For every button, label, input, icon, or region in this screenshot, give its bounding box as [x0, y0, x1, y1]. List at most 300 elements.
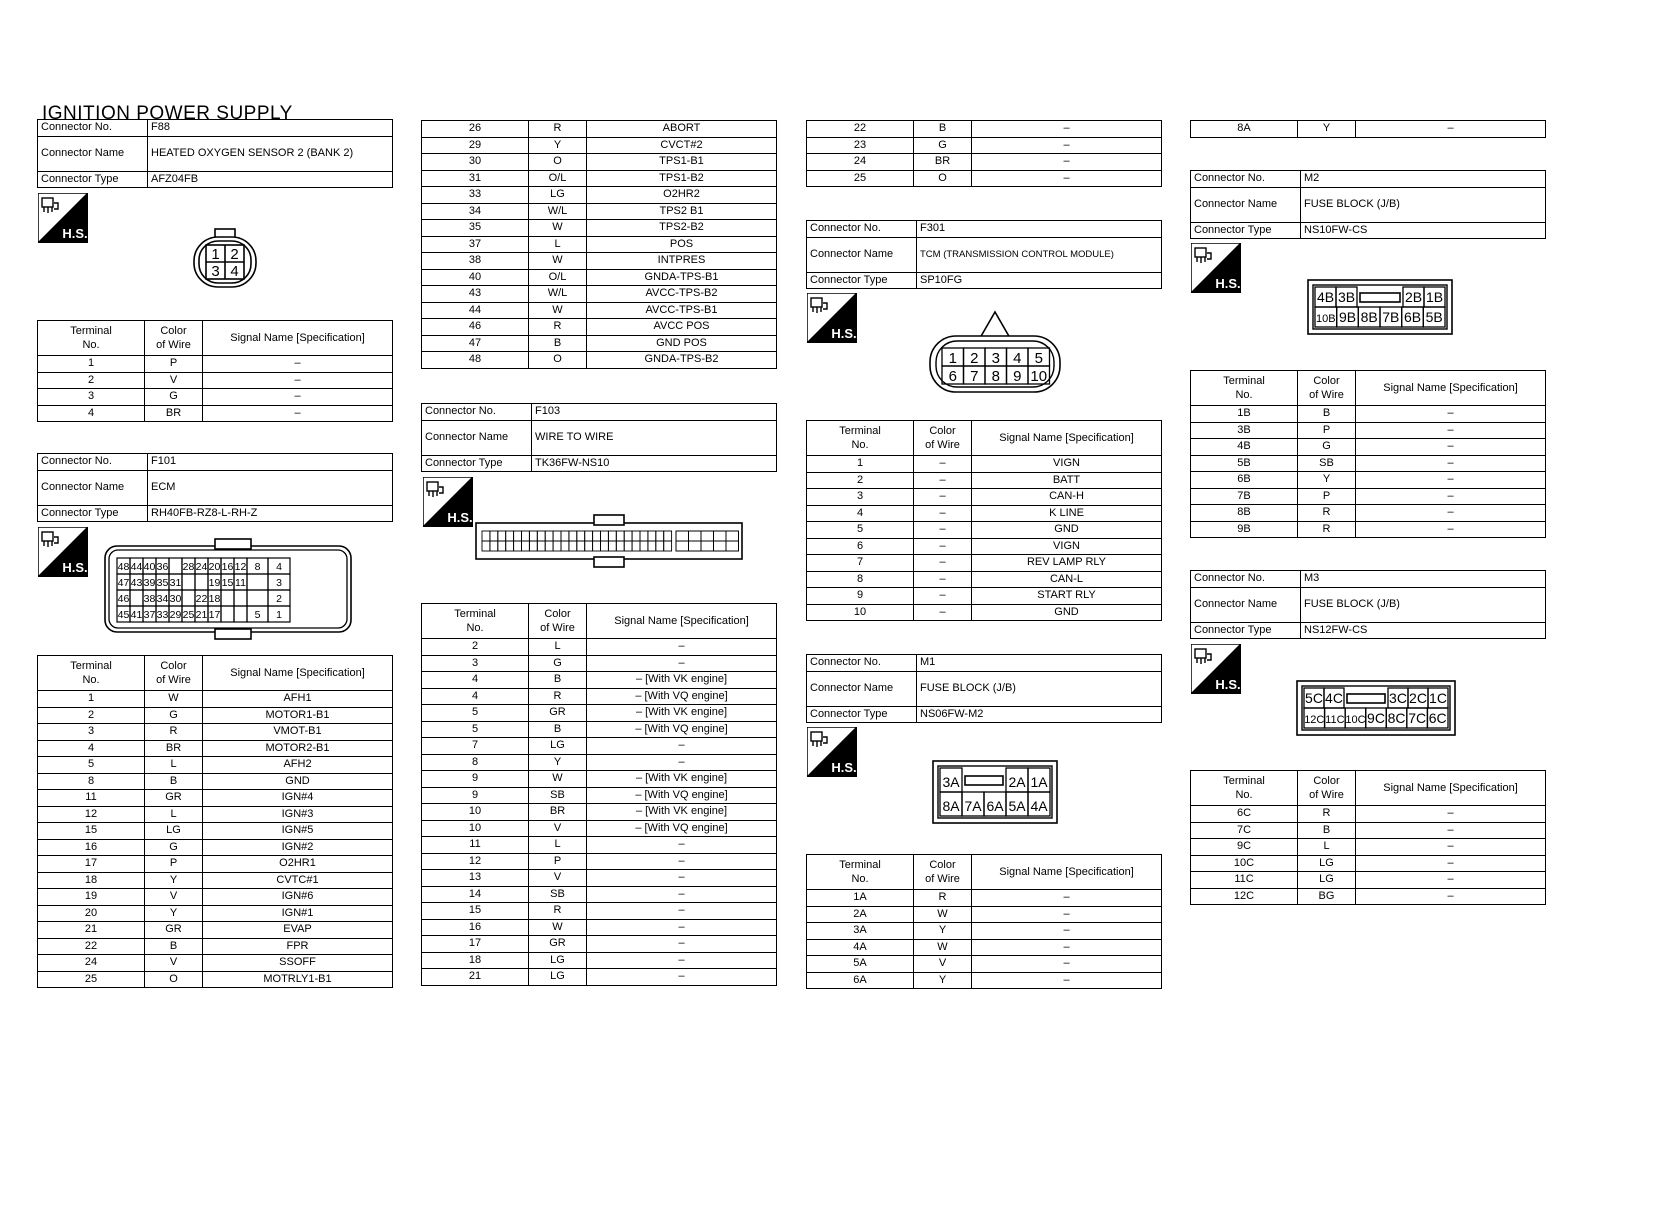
- table-row: [807, 137, 1162, 154]
- wire-color: BR: [529, 804, 587, 821]
- terminal-no: 29: [422, 137, 529, 154]
- wire-color: Y: [914, 923, 972, 940]
- f101-terminal-table: [37, 655, 393, 988]
- wire-color: GR: [529, 705, 587, 722]
- terminal-no: 16: [38, 839, 145, 856]
- terminal-no: 9: [422, 787, 529, 804]
- table-row: [807, 939, 1162, 956]
- signal-name: – [With VQ engine]: [587, 820, 777, 837]
- table-row: [807, 890, 1162, 907]
- wire-color: B: [145, 773, 203, 790]
- signal-name: GND POS: [587, 335, 777, 352]
- table-header: Terminal No. Color of Wire Signal Name [Specification]: [807, 421, 1162, 456]
- terminal-no: 16: [422, 919, 529, 936]
- wire-color: R: [914, 890, 972, 907]
- wire-color: SB: [529, 787, 587, 804]
- m2-no: M2: [1301, 171, 1546, 188]
- table-row: [422, 936, 777, 953]
- pin-label: 10B: [1316, 313, 1336, 325]
- wire-color: BR: [145, 405, 203, 422]
- table-row: [422, 137, 777, 154]
- wire-color: O: [529, 352, 587, 369]
- terminal-no: 6: [807, 538, 914, 555]
- terminal-no: 11C: [1191, 872, 1298, 889]
- signal-name: –: [1356, 505, 1546, 522]
- signal-name: AVCC POS: [587, 319, 777, 336]
- pin-label: 11C: [1325, 714, 1345, 726]
- terminal-no: 17: [422, 936, 529, 953]
- wire-color: P: [1298, 422, 1356, 439]
- table-header: Terminal No. Color of Wire Signal Name [Specification]: [422, 604, 777, 639]
- table-row: [422, 319, 777, 336]
- terminal-no: 14: [422, 886, 529, 903]
- signal-name: –: [587, 936, 777, 953]
- signal-name: GNDA-TPS-B1: [587, 269, 777, 286]
- m1-type: NS06FW-M2: [917, 706, 1162, 723]
- signal-name: – [With VQ engine]: [587, 787, 777, 804]
- signal-name: TPS2-B2: [587, 220, 777, 237]
- wire-color: LG: [529, 952, 587, 969]
- wire-color: SB: [1298, 455, 1356, 472]
- wire-color: W: [914, 939, 972, 956]
- table-row: [807, 505, 1162, 522]
- pin-label: 12: [234, 561, 247, 573]
- signal-name: GNDA-TPS-B2: [587, 352, 777, 369]
- terminal-no: 2: [38, 707, 145, 724]
- wire-color: V: [145, 889, 203, 906]
- signal-name: –: [1356, 455, 1546, 472]
- f103-cont-table: [806, 120, 1162, 187]
- terminal-no: 38: [422, 253, 529, 270]
- svg-text:H.S.: H.S.: [831, 326, 857, 341]
- pin-label: 1C: [1429, 690, 1447, 706]
- table-row: [807, 489, 1162, 506]
- signal-name: CVCT#2: [587, 137, 777, 154]
- wire-color: V: [145, 372, 203, 389]
- wire-color: G: [529, 655, 587, 672]
- wire-color: L: [145, 806, 203, 823]
- wire-color: –: [914, 555, 972, 572]
- terminal-no: 15: [38, 823, 145, 840]
- signal-name: – [With VK engine]: [587, 804, 777, 821]
- pin-label: 6: [948, 368, 957, 385]
- wire-color: W/L: [529, 203, 587, 220]
- table-row: [38, 724, 393, 741]
- table-row: [422, 705, 777, 722]
- signal-name: GND: [972, 604, 1162, 621]
- wire-color: R: [1298, 521, 1356, 538]
- table-header: Terminal No. Color of Wire Signal Name [Specification]: [1191, 371, 1546, 406]
- m3-no: M3: [1301, 571, 1546, 588]
- terminal-no: 4A: [807, 939, 914, 956]
- table-row: [422, 170, 777, 187]
- wire-color: B: [145, 938, 203, 955]
- table-header: Terminal No. Color of Wire Signal Name [Specification]: [38, 321, 393, 356]
- table-header: Terminal No. Color of Wire Signal Name [Specification]: [807, 855, 1162, 890]
- f88-name: HEATED OXYGEN SENSOR 2 (BANK 2): [148, 136, 393, 171]
- pin-label: 6C: [1428, 710, 1447, 726]
- terminal-no: 25: [807, 170, 914, 187]
- table-row: [422, 302, 777, 319]
- terminal-no: 4: [807, 505, 914, 522]
- table-row: [807, 472, 1162, 489]
- pin-label: 1: [276, 609, 282, 621]
- terminal-no: 7: [422, 738, 529, 755]
- signal-name: –: [1356, 806, 1546, 823]
- wire-color: O/L: [529, 170, 587, 187]
- terminal-no: 10: [807, 604, 914, 621]
- signal-name: O2HR1: [203, 856, 393, 873]
- table-row: [38, 389, 393, 406]
- wire-color: W: [529, 771, 587, 788]
- pin-label: 4B: [1316, 289, 1335, 305]
- pin-label: 2: [230, 246, 239, 263]
- table-row: [422, 787, 777, 804]
- pin-label: 9C: [1367, 710, 1385, 726]
- terminal-no: 5: [807, 522, 914, 539]
- pin-label: 5B: [1425, 309, 1443, 325]
- table-row: [807, 154, 1162, 171]
- harness-side-icon: [807, 727, 857, 777]
- f301-no: F301: [917, 221, 1162, 238]
- pin-label: 33: [156, 609, 169, 621]
- terminal-no: 12C: [1191, 888, 1298, 905]
- signal-name: –: [203, 356, 393, 373]
- wire-color: G: [145, 389, 203, 406]
- harness-side-icon: [38, 527, 88, 577]
- f103-info: Connector No. F103 Connector Name WIRE TO WIRE Connector Type TK36FW-NS10: [421, 403, 777, 472]
- signal-name: CAN-L: [972, 571, 1162, 588]
- wire-color: B: [914, 121, 972, 138]
- pin-label: 18: [208, 593, 221, 605]
- wire-color: –: [914, 489, 972, 506]
- wire-color: Y: [1298, 121, 1356, 138]
- signal-name: MOTRLY1-B1: [203, 971, 393, 988]
- table-row: [422, 886, 777, 903]
- table-row: [422, 754, 777, 771]
- table-row: [807, 121, 1162, 138]
- f301-connector-face: [928, 310, 1062, 394]
- wire-color: W: [529, 220, 587, 237]
- terminal-no: 4: [38, 405, 145, 422]
- table-row: [1191, 521, 1546, 538]
- signal-name: AFH2: [203, 757, 393, 774]
- signal-name: – [With VK engine]: [587, 771, 777, 788]
- table-row: [1191, 855, 1546, 872]
- pin-label: 5A: [1008, 798, 1026, 814]
- f101-type: RH40FB-RZ8-L-RH-Z: [148, 505, 393, 522]
- terminal-no: 8: [422, 754, 529, 771]
- signal-name: VIGN: [972, 538, 1162, 555]
- signal-name: VMOT-B1: [203, 724, 393, 741]
- table-row: [807, 906, 1162, 923]
- pin-label: 4A: [1030, 798, 1048, 814]
- wire-color: BG: [1298, 888, 1356, 905]
- m2-info: Connector No. M2 Connector Name FUSE BLOCK (J/B) Connector Type NS10FW-CS: [1190, 170, 1546, 239]
- signal-name: –: [1356, 888, 1546, 905]
- m3-connector-face: [1296, 680, 1456, 736]
- terminal-no: 6C: [1191, 806, 1298, 823]
- pin-label: 2C: [1409, 690, 1427, 706]
- terminal-no: 18: [38, 872, 145, 889]
- signal-name: INTPRES: [587, 253, 777, 270]
- pin-label: 8C: [1387, 710, 1406, 726]
- terminal-no: 5: [38, 757, 145, 774]
- signal-name: –: [1356, 872, 1546, 889]
- table-row: [422, 837, 777, 854]
- table-row: [422, 738, 777, 755]
- terminal-no: 15: [422, 903, 529, 920]
- table-row: [807, 571, 1162, 588]
- terminal-no: 24: [807, 154, 914, 171]
- wire-color: –: [914, 604, 972, 621]
- terminal-no: 17: [38, 856, 145, 873]
- terminal-no: 30: [422, 154, 529, 171]
- terminal-no: 22: [38, 938, 145, 955]
- wire-color: O: [145, 971, 203, 988]
- wire-color: –: [914, 505, 972, 522]
- wire-color: BR: [914, 154, 972, 171]
- terminal-no: 10: [422, 820, 529, 837]
- wire-color: R: [529, 319, 587, 336]
- f88-connector-face: [190, 228, 262, 290]
- m1-name: FUSE BLOCK (J/B): [917, 671, 1162, 706]
- wire-color: LG: [1298, 872, 1356, 889]
- signal-name: –: [203, 389, 393, 406]
- pin-label: 39: [143, 577, 156, 589]
- svg-text:H.S.: H.S.: [62, 226, 88, 241]
- terminal-no: 2: [38, 372, 145, 389]
- table-row: [807, 956, 1162, 973]
- m1-info: Connector No. M1 Connector Name FUSE BLOCK (J/B) Connector Type NS06FW-M2: [806, 654, 1162, 723]
- table-row: [38, 707, 393, 724]
- terminal-no: 1B: [1191, 406, 1298, 423]
- harness-side-icon: [1191, 644, 1241, 694]
- signal-name: –: [587, 886, 777, 903]
- table-row: [422, 804, 777, 821]
- terminal-no: 9: [807, 588, 914, 605]
- wire-color: –: [914, 538, 972, 555]
- signal-name: –: [587, 655, 777, 672]
- terminal-no: 1: [38, 691, 145, 708]
- table-row: [422, 655, 777, 672]
- table-row: [1191, 806, 1546, 823]
- terminal-no: 4: [422, 688, 529, 705]
- pin-label: 20: [208, 561, 221, 573]
- f88-terminal-table: [37, 320, 393, 422]
- terminal-no: 37: [422, 236, 529, 253]
- table-row: [38, 372, 393, 389]
- table-row: [1191, 488, 1546, 505]
- terminal-no: 3A: [807, 923, 914, 940]
- table-row: [422, 919, 777, 936]
- pin-label: 4C: [1325, 690, 1343, 706]
- wire-color: V: [145, 955, 203, 972]
- wire-color: R: [529, 903, 587, 920]
- wire-color: R: [1298, 505, 1356, 522]
- wire-color: P: [529, 853, 587, 870]
- pin-label: 7A: [964, 798, 982, 814]
- pin-label: 41: [130, 609, 143, 621]
- pin-label: 7B: [1382, 309, 1400, 325]
- pin-label: 6A: [986, 798, 1004, 814]
- signal-name: –: [587, 853, 777, 870]
- signal-name: –: [1356, 488, 1546, 505]
- signal-name: MOTOR1-B1: [203, 707, 393, 724]
- pin-label: 2B: [1404, 289, 1423, 305]
- pin-label: 7C: [1408, 710, 1427, 726]
- table-row: [807, 555, 1162, 572]
- table-row: [1191, 455, 1546, 472]
- terminal-no: 22: [807, 121, 914, 138]
- terminal-no: 23: [807, 137, 914, 154]
- wire-color: W: [914, 906, 972, 923]
- signal-name: TPS1-B1: [587, 154, 777, 171]
- m2-name: FUSE BLOCK (J/B): [1301, 187, 1546, 222]
- terminal-no: 35: [422, 220, 529, 237]
- table-row: [38, 856, 393, 873]
- pin-label: 34: [156, 593, 169, 605]
- terminal-no: 47: [422, 335, 529, 352]
- m1-no: M1: [917, 655, 1162, 672]
- terminal-no: 11: [38, 790, 145, 807]
- terminal-no: 13: [422, 870, 529, 887]
- pin-label: 9B: [1338, 309, 1357, 325]
- terminal-no: 1: [807, 456, 914, 473]
- table-row: [807, 972, 1162, 989]
- terminal-no: 7B: [1191, 488, 1298, 505]
- terminal-no: 8B: [1191, 505, 1298, 522]
- pin-label: 10C: [1345, 714, 1366, 726]
- pin-label: 3: [276, 577, 282, 589]
- terminal-no: 5: [422, 705, 529, 722]
- table-row: [1191, 406, 1546, 423]
- wire-color: LG: [145, 823, 203, 840]
- wire-color: LG: [529, 738, 587, 755]
- terminal-no: 5A: [807, 956, 914, 973]
- table-row: [38, 905, 393, 922]
- signal-name: MOTOR2-B1: [203, 740, 393, 757]
- signal-name: ABORT: [587, 121, 777, 138]
- pin-label: 4: [230, 263, 239, 280]
- signal-name: TPS2 B1: [587, 203, 777, 220]
- f88-info: Connector No. F88 Connector Name HEATED OXYGEN SENSOR 2 (BANK 2) Connector Type AFZ04FB: [37, 119, 393, 188]
- harness-side-icon: [1191, 243, 1241, 293]
- signal-name: IGN#2: [203, 839, 393, 856]
- terminal-no: 2: [422, 639, 529, 656]
- pin-label: 5: [254, 609, 261, 621]
- signal-name: –: [972, 121, 1162, 138]
- terminal-no: 40: [422, 269, 529, 286]
- table-row: [1191, 439, 1546, 456]
- pin-label: 2: [970, 350, 979, 367]
- table-row: [38, 806, 393, 823]
- f301-type: SP10FG: [917, 272, 1162, 289]
- signal-name: –: [972, 972, 1162, 989]
- signal-name: –: [972, 154, 1162, 171]
- signal-name: AVCC-TPS-B1: [587, 302, 777, 319]
- svg-text:H.S.: H.S.: [1215, 677, 1241, 692]
- pin-label: 29: [169, 609, 182, 621]
- terminal-no: 11: [422, 837, 529, 854]
- f101-cont-table: [421, 120, 777, 369]
- pin-label: 40: [143, 561, 156, 573]
- table-row: [422, 870, 777, 887]
- pin-label: 8B: [1360, 309, 1378, 325]
- pin-label: 4: [1013, 350, 1022, 367]
- table-row: [807, 170, 1162, 187]
- signal-name: –: [1356, 422, 1546, 439]
- terminal-no: 3: [38, 724, 145, 741]
- pin-label: 44: [130, 561, 143, 573]
- terminal-no: 48: [422, 352, 529, 369]
- terminal-no: 2: [807, 472, 914, 489]
- table-row: [422, 335, 777, 352]
- terminal-no: 34: [422, 203, 529, 220]
- table-row: [422, 121, 777, 138]
- terminal-no: 9B: [1191, 521, 1298, 538]
- wire-color: –: [914, 456, 972, 473]
- terminal-no: 9C: [1191, 839, 1298, 856]
- f101-connector-face: [103, 538, 353, 642]
- signal-name: –: [587, 738, 777, 755]
- pin-label: 3: [211, 263, 220, 280]
- signal-name: GND: [203, 773, 393, 790]
- terminal-no: 2A: [807, 906, 914, 923]
- pin-label: 5C: [1305, 690, 1323, 706]
- terminal-no: 4B: [1191, 439, 1298, 456]
- table-row: [807, 522, 1162, 539]
- table-row: [1191, 422, 1546, 439]
- signal-name: –: [587, 903, 777, 920]
- table-row: [1191, 121, 1546, 138]
- pin-label: 45: [117, 609, 130, 621]
- f301-info: Connector No. F301 Connector Name TCM (TRANSMISSION CONTROL MODULE) Connector Type SP10FG: [806, 220, 1162, 289]
- table-row: [1191, 888, 1546, 905]
- pin-label: 3: [991, 350, 1000, 367]
- pin-label: 12C: [1304, 714, 1325, 726]
- wire-color: P: [145, 856, 203, 873]
- harness-side-icon: [807, 293, 857, 343]
- wire-color: W: [529, 919, 587, 936]
- wire-color: GR: [145, 790, 203, 807]
- table-row: [422, 236, 777, 253]
- signal-name: –: [972, 923, 1162, 940]
- table-row: [38, 691, 393, 708]
- signal-name: –: [587, 639, 777, 656]
- table-row: [422, 286, 777, 303]
- pin-label: 7: [970, 368, 979, 385]
- wire-color: Y: [529, 137, 587, 154]
- terminal-no: 6A: [807, 972, 914, 989]
- wire-color: R: [145, 724, 203, 741]
- wire-color: BR: [145, 740, 203, 757]
- pin-label: 6B: [1403, 309, 1422, 325]
- pin-label: 46: [117, 593, 130, 605]
- table-row: [422, 952, 777, 969]
- terminal-no: 21: [422, 969, 529, 986]
- signal-name: –: [972, 890, 1162, 907]
- table-row: [38, 823, 393, 840]
- terminal-no: 8A: [1191, 121, 1298, 138]
- table-row: [807, 923, 1162, 940]
- terminal-no: 5B: [1191, 455, 1298, 472]
- pin-label: 1: [948, 350, 957, 367]
- f103-connector-face: [474, 514, 746, 568]
- pin-label: 3C: [1389, 690, 1407, 706]
- pin-label: 48: [117, 561, 130, 573]
- terminal-no: 19: [38, 889, 145, 906]
